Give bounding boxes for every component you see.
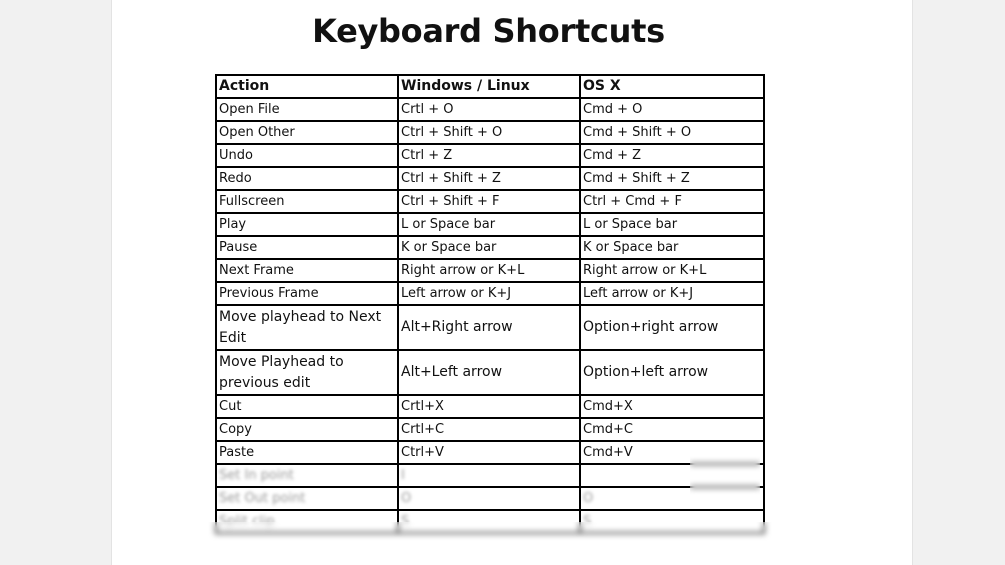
cell-windows-linux: Alt+Right arrow: [398, 305, 580, 350]
cell-action: Next Frame: [216, 259, 398, 282]
cell-os-x: Ctrl + Cmd + F: [580, 190, 764, 213]
cell-action: Pause: [216, 236, 398, 259]
table-row: [216, 121, 764, 144]
cell-action: Copy: [216, 418, 398, 441]
cell-windows-linux: Crtl + O: [398, 98, 580, 121]
cell-action: Set In point: [216, 464, 398, 487]
cell-os-x: O: [580, 487, 764, 510]
cell-windows-linux: Crtl+C: [398, 418, 580, 441]
table-row: [216, 98, 764, 121]
cell-windows-linux: Ctrl + Shift + F: [398, 190, 580, 213]
cell-windows-linux: L or Space bar: [398, 213, 580, 236]
cell-os-x: L or Space bar: [580, 213, 764, 236]
table-row: [216, 213, 764, 236]
table-row: [216, 464, 764, 487]
cell-os-x: S: [580, 510, 764, 533]
table-row: [216, 395, 764, 418]
cell-windows-linux: K or Space bar: [398, 236, 580, 259]
cell-os-x: Cmd + O: [580, 98, 764, 121]
cell-action: Redo: [216, 167, 398, 190]
cell-action: Cut: [216, 395, 398, 418]
cell-windows-linux: Ctrl+V: [398, 441, 580, 464]
cell-action: Open Other: [216, 121, 398, 144]
cell-windows-linux: Alt+Left arrow: [398, 350, 580, 395]
blur-overlay-bottom: [112, 522, 912, 565]
cell-os-x: Right arrow or K+L: [580, 259, 764, 282]
cell-os-x: Cmd+C: [580, 418, 764, 441]
cell-windows-linux: Ctrl + Shift + O: [398, 121, 580, 144]
table-row: [216, 487, 764, 510]
cell-action: Play: [216, 213, 398, 236]
cell-windows-linux: S: [398, 510, 580, 533]
cell-os-x: Cmd+X: [580, 395, 764, 418]
table-body: [216, 98, 764, 533]
blur-overlay-right: [690, 455, 760, 499]
cell-windows-linux: I: [398, 464, 580, 487]
table-row: [216, 350, 764, 395]
cell-windows-linux: O: [398, 487, 580, 510]
table-header-row: [216, 75, 764, 98]
table-row: [216, 282, 764, 305]
cell-os-x: Left arrow or K+J: [580, 282, 764, 305]
cell-os-x: Cmd + Shift + Z: [580, 167, 764, 190]
cell-action: Fullscreen: [216, 190, 398, 213]
cell-os-x: Cmd+V: [580, 441, 764, 464]
document-page: [111, 0, 913, 565]
cell-action: Split clip: [216, 510, 398, 533]
cell-windows-linux: Left arrow or K+J: [398, 282, 580, 305]
cell-windows-linux: Crtl+X: [398, 395, 580, 418]
table-row: [216, 418, 764, 441]
cell-action: Move playhead to Next Edit: [216, 305, 398, 350]
cell-os-x: Cmd + Z: [580, 144, 764, 167]
header-windows-linux: Windows / Linux: [398, 75, 580, 98]
cell-os-x: Cmd + Shift + O: [580, 121, 764, 144]
header-action: Action: [216, 75, 398, 98]
shortcuts-table: [215, 74, 765, 534]
table-row: [216, 305, 764, 350]
table-row: [216, 167, 764, 190]
cell-windows-linux: Ctrl + Z: [398, 144, 580, 167]
cell-os-x: Option+left arrow: [580, 350, 764, 395]
table-row: [216, 441, 764, 464]
cell-action: Set Out point: [216, 487, 398, 510]
cell-action: Open File: [216, 98, 398, 121]
cell-action: Undo: [216, 144, 398, 167]
table-row: [216, 259, 764, 282]
table-row: [216, 190, 764, 213]
table-row: [216, 144, 764, 167]
cell-windows-linux: Right arrow or K+L: [398, 259, 580, 282]
table-row: [216, 236, 764, 259]
cell-windows-linux: Ctrl + Shift + Z: [398, 167, 580, 190]
cell-action: Move Playhead to previous edit: [216, 350, 398, 395]
cell-action: Previous Frame: [216, 282, 398, 305]
document-title: Keyboard Shortcuts: [312, 12, 665, 50]
cell-os-x: K or Space bar: [580, 236, 764, 259]
cell-os-x: Option+right arrow: [580, 305, 764, 350]
cell-action: Paste: [216, 441, 398, 464]
header-os-x: OS X: [580, 75, 764, 98]
